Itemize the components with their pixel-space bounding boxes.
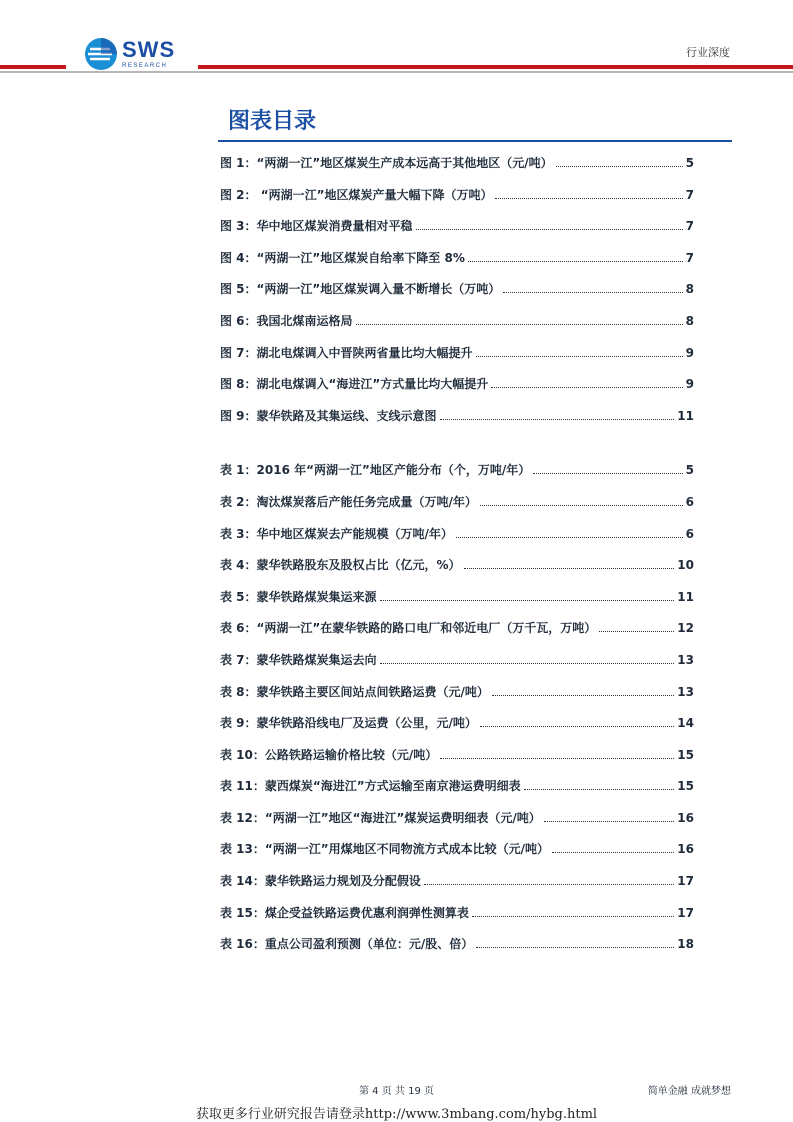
dot-leader <box>476 947 674 948</box>
figure-entry[interactable] <box>220 186 694 218</box>
table-entry-page: 14 <box>677 716 694 731</box>
dot-leader <box>356 324 683 325</box>
dot-leader <box>491 387 682 388</box>
figure-entry-page: 9 <box>685 345 694 360</box>
figure-entry-page: 7 <box>685 219 694 234</box>
table-entry-page: 17 <box>677 905 694 920</box>
table-entry[interactable] <box>220 746 694 778</box>
dot-leader <box>476 356 683 357</box>
report-category: 行业深度 <box>686 46 730 59</box>
table-entry[interactable] <box>220 904 694 936</box>
dot-leader <box>492 695 674 696</box>
table-entry[interactable] <box>220 777 694 809</box>
table-entry-label: 表 15：煤企受益铁路运费优惠利润弹性测算表 <box>220 905 469 920</box>
table-entry[interactable] <box>220 809 694 841</box>
figure-entry[interactable] <box>220 344 694 376</box>
figure-entry[interactable] <box>220 375 694 407</box>
sws-logo <box>84 34 184 74</box>
sws-logo-icon <box>84 37 118 71</box>
table-entry-label: 表 12：“两湖一江”地区“海进江”煤炭运费明细表（元/吨） <box>220 810 541 825</box>
table-entry-label: 表 9：蒙华铁路沿线电厂及运费（公里，元/吨） <box>220 716 477 731</box>
table-entry-label: 表 14：蒙华铁路运力规划及分配假设 <box>220 874 421 889</box>
table-entry[interactable] <box>220 556 694 588</box>
figure-entry[interactable] <box>220 280 694 312</box>
table-entry-label: 表 10：公路铁路运输价格比较（元/吨） <box>220 747 438 762</box>
table-entry-label: 表 13：“两湖一江”用煤地区不同物流方式成本比较（元/吨） <box>220 842 550 857</box>
table-entry[interactable] <box>220 588 694 620</box>
table-of-figures <box>220 154 694 967</box>
table-entry-page: 16 <box>677 810 694 825</box>
figure-entry[interactable] <box>220 249 694 281</box>
table-list <box>220 461 694 967</box>
dot-leader <box>440 419 675 420</box>
figure-entry-label: 图 8：湖北电煤调入“海进江”方式量比均大幅提升 <box>220 377 489 392</box>
table-entry-label: 表 4：蒙华铁路股东及股权占比（亿元，%） <box>220 558 461 573</box>
figure-entry-label: 图 6：我国北煤南运格局 <box>220 313 353 328</box>
list-gap <box>220 438 694 461</box>
table-entry-page: 10 <box>677 558 694 573</box>
table-entry[interactable] <box>220 461 694 493</box>
figure-entry-page: 8 <box>685 282 694 297</box>
figure-entry[interactable] <box>220 312 694 344</box>
table-entry-page: 18 <box>677 937 694 952</box>
table-entry-page: 17 <box>677 874 694 889</box>
table-entry-label: 表 3：华中地区煤炭去产能规模（万吨/年） <box>220 526 453 541</box>
figure-entry-label: 图 9：蒙华铁路及其集运线、支线示意图 <box>220 408 437 423</box>
dot-leader <box>524 789 675 790</box>
figure-entry-page: 7 <box>685 187 694 202</box>
dot-leader <box>495 198 682 199</box>
figure-entry-label: 图 2： “两湖一江”地区煤炭产量大幅下降（万吨） <box>220 187 493 202</box>
table-entry-label: 表 7：蒙华铁路煤炭集运去向 <box>220 652 377 667</box>
table-entry-page: 15 <box>677 747 694 762</box>
table-entry[interactable] <box>220 619 694 651</box>
table-entry[interactable] <box>220 935 694 967</box>
dot-leader <box>503 292 682 293</box>
table-entry-page: 5 <box>685 463 694 478</box>
table-entry-page: 11 <box>677 589 694 604</box>
header-gray-rule <box>0 71 793 73</box>
figure-list <box>220 154 694 438</box>
dot-leader <box>556 166 683 167</box>
figure-entry-page: 11 <box>677 408 694 423</box>
logo-subtext: RESEARCH <box>122 63 168 69</box>
title-underline <box>218 140 732 142</box>
table-entry-label: 表 6：“两湖一江”在蒙华铁路的路口电厂和邻近电厂（万千瓦，万吨） <box>220 621 597 636</box>
dot-leader <box>456 537 683 538</box>
dot-leader <box>416 229 683 230</box>
footer-link[interactable]: 获取更多行业研究报告请登录http://www.3mbang.com/hybg.html <box>195 1107 598 1122</box>
figure-entry-label: 图 5：“两湖一江”地区煤炭调入量不断增长（万吨） <box>220 282 501 297</box>
table-entry-label: 表 2：淘汰煤炭落后产能任务完成量（万吨/年） <box>220 494 477 509</box>
header-red-rule-right <box>198 65 793 69</box>
dot-leader <box>380 663 675 664</box>
table-entry-label: 表 5：蒙华铁路煤炭集运来源 <box>220 589 377 604</box>
table-entry[interactable] <box>220 525 694 557</box>
table-entry-page: 6 <box>685 526 694 541</box>
figure-entry-label: 图 1：“两湖一江”地区煤炭生产成本远高于其他地区（元/吨） <box>220 156 553 170</box>
dot-leader <box>464 568 675 569</box>
table-entry[interactable] <box>220 872 694 904</box>
dot-leader <box>380 600 675 601</box>
figure-entry-label: 图 7：湖北电煤调入中晋陕两省量比均大幅提升 <box>220 345 473 360</box>
dot-leader <box>533 473 682 474</box>
table-entry-page: 13 <box>677 652 694 667</box>
table-entry[interactable] <box>220 493 694 525</box>
figure-entry-page: 8 <box>685 313 694 328</box>
figure-entry-page: 5 <box>685 156 694 170</box>
table-entry-label: 表 16：重点公司盈利预测（单位：元/股、倍） <box>220 937 474 952</box>
dot-leader <box>599 631 674 632</box>
dot-leader <box>544 821 674 822</box>
footer-slogan: 简单金融 成就梦想 <box>647 1086 731 1097</box>
table-entry-page: 6 <box>685 494 694 509</box>
figure-entry[interactable] <box>220 407 694 439</box>
dot-leader <box>480 726 674 727</box>
header-red-rule-left <box>0 65 66 69</box>
figure-entry-page: 7 <box>685 250 694 265</box>
dot-leader <box>468 261 683 262</box>
table-entry-label: 表 1：2016 年“两湖一江”地区产能分布（个，万吨/年） <box>220 463 531 478</box>
logo-text: SWS <box>122 37 176 62</box>
figure-entry[interactable] <box>220 154 694 186</box>
dot-leader <box>440 758 674 759</box>
page-title: 图表目录 <box>228 109 317 134</box>
dot-leader <box>480 505 683 506</box>
figure-entry-page: 9 <box>685 377 694 392</box>
dot-leader <box>552 852 674 853</box>
table-entry-label: 表 11：蒙西煤炭“海进江”方式运输至南京港运费明细表 <box>220 779 521 794</box>
table-entry-page: 16 <box>677 842 694 857</box>
figure-entry-label: 图 4：“两湖一江”地区煤炭自给率下降至 8% <box>220 250 465 265</box>
table-entry-page: 15 <box>677 779 694 794</box>
dot-leader <box>424 884 674 885</box>
table-entry-page: 12 <box>677 621 694 636</box>
table-entry[interactable] <box>220 651 694 683</box>
figure-entry[interactable] <box>220 217 694 249</box>
table-entry-label: 表 8：蒙华铁路主要区间站点间铁路运费（元/吨） <box>220 684 489 699</box>
page-number: 第 4 页 共 19 页 <box>359 1086 434 1097</box>
table-entry[interactable] <box>220 683 694 715</box>
table-entry-page: 13 <box>677 684 694 699</box>
figure-entry-label: 图 3：华中地区煤炭消费量相对平稳 <box>220 219 413 234</box>
table-entry[interactable] <box>220 714 694 746</box>
dot-leader <box>472 916 674 917</box>
table-entry[interactable] <box>220 840 694 872</box>
